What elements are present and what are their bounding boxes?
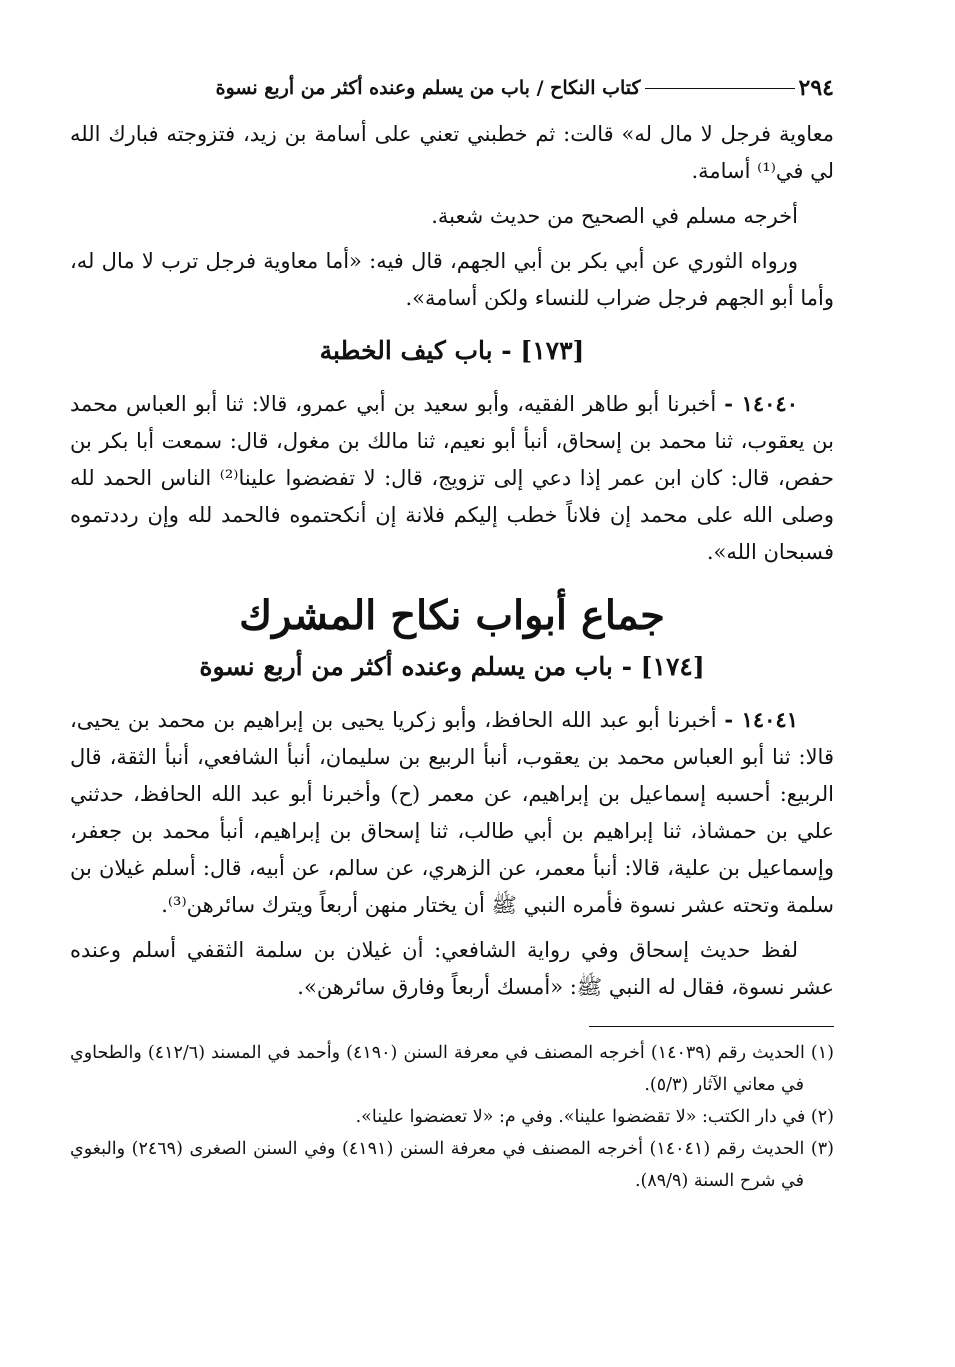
header-title: كتاب النكاح / باب من يسلم وعنده أكثر من أربع نسوة: [215, 77, 641, 99]
footnote-1: (١) الحديث رقم (١٤٠٣٩) أخرجه المصنف في معرفة السنن (٤١٩٠) وأحمد في المسند (٤١٢/٦) والطحاوي في معاني الآثار (٥/٣).: [70, 1043, 834, 1095]
chapter-heading-173: [١٧٣] - باب كيف الخطبة: [319, 336, 585, 365]
footnote-separator: [589, 1026, 834, 1027]
hadith-text: أخبرنا أبو طاهر الفقيه، وأبو سعيد بن أبي عمرو، قالا: ثنا أبو العباس محمد بن يعقوب، ثنا محمد بن إسحاق، أنبأ أبو نعيم، ثنا مالك بن مغول، قال: سمعت أبا بكر بن حفص، قال: كان ابن عمر إذا دعي إلى تزويج، قال: لا تفضضوا علينا⁽²⁾ الناس الحمد لله وصلى الله على محمد إن فلاناً خطب إليكم فلانة إن أنكحتموه فالحمد لله وإن رددتموه فسبحان الله».: [70, 392, 834, 564]
paragraph-takhrij: أخرجه مسلم في الصحيح من حديث شعبة.: [431, 204, 798, 228]
footnotes: [70, 1037, 834, 1197]
footnote-2: (٢) في دار الكتب: «لا تقضضوا علينا». وفي م: «لا تعضضوا علينا».: [355, 1107, 834, 1127]
hadith-number: ١٤٠٤١ -: [724, 707, 798, 732]
header-rule: [645, 88, 795, 89]
paragraph-riwaya: ورواه الثوري عن أبي بكر بن أبي الجهم، قال فيه: «أما معاوية فرجل ترب لا مال له، وأما أبو الجهم فرجل ضراب للنساء ولكن أسامة».: [70, 249, 834, 310]
hadith-text: أخبرنا أبو عبد الله الحافظ، وأبو زكريا يحيى بن إبراهيم بن محمد بن يحيى، قالا: ثنا أبو العباس محمد بن يعقوب، أنبأ الربيع بن سليمان، أنبأ الشافعي، أنبأ الثقة، قال الربيع: أحسبه إسماعيل بن إبراهيم، عن معمر (ح) وأخبرنا أبو عبد الله الحافظ، حدثني علي بن حمشاذ، ثنا إبراهيم بن أبي طالب، ثنا إسحاق بن إبراهيم، أنبأ محمد بن جعفر، وإسماعيل بن علية، قالا: أنبأ معمر، عن الزهري، عن سالم، عن أبيه، قال: أسلم غيلان بن سلمة وتحته عشر نسوة فأمره النبي ﷺ أن يختار منهن أربعاً ويترك سائرهن⁽³⁾.: [70, 708, 834, 917]
book-page: [70, 68, 834, 1197]
hadith-14040: [70, 385, 834, 571]
footnote-3: (٣) الحديث رقم (١٤٠٤١) أخرجه المصنف في معرفة السنن (٤١٩١) وفي السنن الصغرى (٢٤٦٩) والبغوي في شرح السنة (٨٩/٩).: [70, 1139, 834, 1191]
paragraph-continuation: معاوية فرجل لا مال له» قالت: ثم خطبني تعني على أسامة بن زيد، فتزوجته فبارك الله لي في⁽¹⁾ أسامة.: [70, 122, 834, 183]
section-title: جماع أبواب نكاح المشرك: [239, 592, 665, 639]
paragraph-lafz: لفظ حديث إسحاق وفي رواية الشافعي: أن غيلان بن سلمة الثقفي أسلم وعنده عشر نسوة، فقال له النبي ﷺ: «أمسك أربعاً وفارق سائرهن».: [70, 938, 834, 999]
page-number: ٢٩٤: [798, 75, 834, 101]
hadith-14041: [70, 701, 834, 924]
running-header: [70, 68, 834, 108]
hadith-number: ١٤٠٤٠ -: [724, 391, 798, 416]
chapter-heading-174: [١٧٤] - باب من يسلم وعنده أكثر من أربع نسوة: [199, 652, 705, 681]
